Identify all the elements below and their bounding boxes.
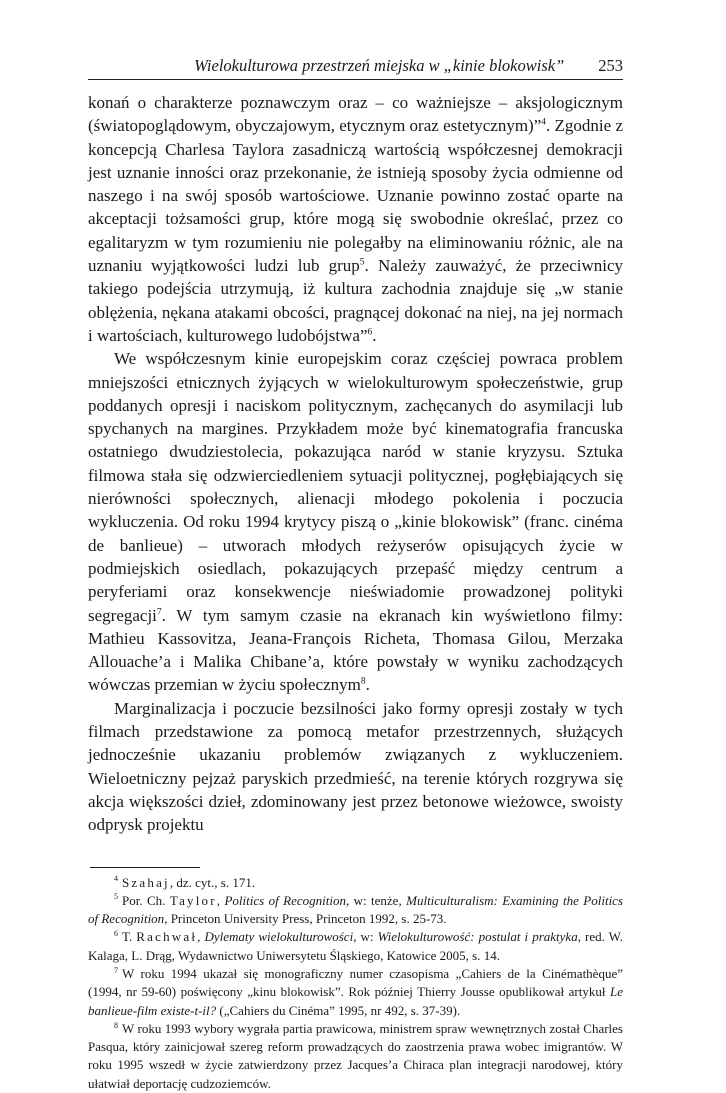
footnote-author: Szahaj: [122, 875, 170, 890]
paragraph-1-text: konań o charakterze poznawczym oraz – co ważniejsze – aksjologicznym (światopoglądowym, obyczajowym, etycznym oraz estetycznym)”: [88, 93, 623, 135]
footnote-ref-8: 8: [361, 677, 366, 687]
footnote-author: Taylor: [170, 893, 217, 908]
footnote-title: Wielokulturowość: postulat i praktyka: [378, 929, 578, 944]
footnote-divider: [90, 867, 200, 868]
footnote-text: , red. W. Kalaga, L. Drąg, Wydawnictwo Uniwersytetu Śląskiego, Katowice 2005, s. 14.: [88, 929, 623, 962]
running-title: Wielokulturowa przestrzeń miejska w „kinie blokowisk”: [194, 56, 564, 76]
footnote-6: [88, 928, 623, 965]
running-header: [88, 56, 623, 80]
footnote-number: 6: [114, 929, 118, 938]
footnote-text: Por. Ch.: [122, 893, 170, 908]
footnote-number: 4: [114, 874, 118, 883]
paragraph-1-text: . Zgodnie z koncepcją Charlesa Taylora zasadniczą wartością współczesnej demokracji jest uznanie inności oraz przekonanie, że istnieją sposoby życia odmienne od naszego i na swój sposób wartościowe. Uznanie powinno zostać oparte na akceptacji tożsamości grup, które mogą się swobodnie określać, przez co egalitaryzm w tym rozumieniu nie polegałby na eliminowaniu różnic, ale na uznaniu wyjątkowości ludzi lub grup: [88, 116, 623, 275]
footnote-text: , w: tenże,: [346, 893, 406, 908]
footnote-title: Politics of Recognition: [224, 893, 345, 908]
footnote-text: („Cahiers du Cinéma” 1995, nr 492, s. 37-39).: [216, 1003, 460, 1018]
footnote-4: [88, 874, 623, 892]
footnote-7: [88, 965, 623, 1020]
footnote-text: T.: [122, 929, 136, 944]
footnote-5: [88, 892, 623, 929]
footnote-number: 8: [114, 1021, 118, 1030]
paragraph-2-text: We współczesnym kinie europejskim coraz częściej powraca problem mniejszości etnicznych żyjących w wielokulturowym społeczeństwie, grup poddanych opresji i naciskom politycznym, zachęcanych do asymilacji lub spychanych na margines. Przykładem może być kinematografia francuska ostatniego dwudziestolecia, pokazująca naród w stanie kryzysu. Sztuka filmowa stała się odzwierciedleniem sytuacji politycznej, pogłębiających się nierówności społecznych, alienacji młodego pokolenia i poczucia wykluczenia. Od roku 1994 krytycy piszą o „kinie blokowisk” (franc. cinéma de banlieue) – utworach młodych reżyserów opisujących życie w podmiejskich osiedlach, pokazujących przepaść między centrum a peryferiami oraz konsekwencje nieświadomie prowadzonej polityki segregacji: [88, 349, 623, 624]
paragraph-1: [88, 91, 623, 347]
footnote-ref-4: 4: [541, 118, 546, 128]
footnote-text: ,: [217, 893, 225, 908]
paragraph-2-text: . W tym samym czasie na ekranach kin wyświetlono filmy: Mathieu Kassovitza, Jeana-François Richeta, Thomasa Gilou, Merzaka Allouache’a i Malika Chibane’a, które powstały w wyniku zachodzących wówczas przemian w życiu społecznym: [88, 606, 623, 695]
paragraph-1-text: . Należy zauważyć, że przeciwnicy takiego podejścia utrzymują, iż kultura zachodnia znajduje się „w stanie oblężenia, nękana atakami obcości, pragnącej dokonać na niej, na jej normach i wartościach, kulturowego ludobójstwa”: [88, 256, 623, 345]
footnote-number: 5: [114, 892, 118, 901]
footnote-text: W roku 1994 ukazał się monograficzny numer czasopisma „Cahiers de la Cinémathèque” (1994, nr 59-60) poświęcony „kinu blokowisk”. Rok później Thierry Jousse opublikował artykuł: [88, 966, 623, 999]
footnote-title: Multiculturalism: Examining the Politics of Recognition: [88, 893, 623, 926]
footnote-ref-6: 6: [368, 327, 373, 337]
footnote-ref-5: 5: [360, 257, 365, 267]
paragraph-1-text: .: [372, 326, 376, 345]
footnote-text: , Princeton University Press, Princeton 1992, s. 25-73.: [164, 911, 446, 926]
footnote-text: , dz. cyt., s. 171.: [170, 875, 255, 890]
footnote-8: [88, 1020, 623, 1093]
footnote-title: Le banlieue-film existe-t-il?: [88, 984, 623, 1017]
footnote-author: Rachwał: [136, 929, 197, 944]
book-page: [88, 56, 623, 1093]
paragraph-2-text: .: [366, 675, 370, 694]
footnote-text: , w:: [353, 929, 377, 944]
page-number: 253: [598, 56, 623, 76]
main-text: [88, 91, 623, 837]
paragraph-3: Marginalizacja i poczucie bezsilności jako formy opresji zostały w tych filmach przedstawione za pomocą metafor przestrzennych, służących jednocześnie ukazaniu problemów związanych z wykluczeniem. Wieloetniczny pejzaż paryskich przedmieść, na terenie których rozgrywa się akcja większości dzieł, zdominowany jest przez betonowe wieżowce, swoisty odprysk projektu: [88, 697, 623, 837]
footnote-title: Dylematy wielokulturowości: [204, 929, 353, 944]
paragraph-2: [88, 347, 623, 696]
footnotes: [88, 874, 623, 1093]
footnote-ref-7: 7: [157, 607, 162, 617]
footnote-number: 7: [114, 966, 118, 975]
footnote-text: ,: [197, 929, 204, 944]
footnote-text: W roku 1993 wybory wygrała partia prawicowa, ministrem spraw wewnętrznych został Charles Pasqua, który zainicjował szereg reform prowadzących do zaostrzenia prawa wobec imigrantów. W roku 1995 wszedł w życie zatwierdzony przez Jacques’a Chiraca plan integracji narodowej, który ułatwiał deportację cudzoziemców.: [88, 1021, 623, 1091]
